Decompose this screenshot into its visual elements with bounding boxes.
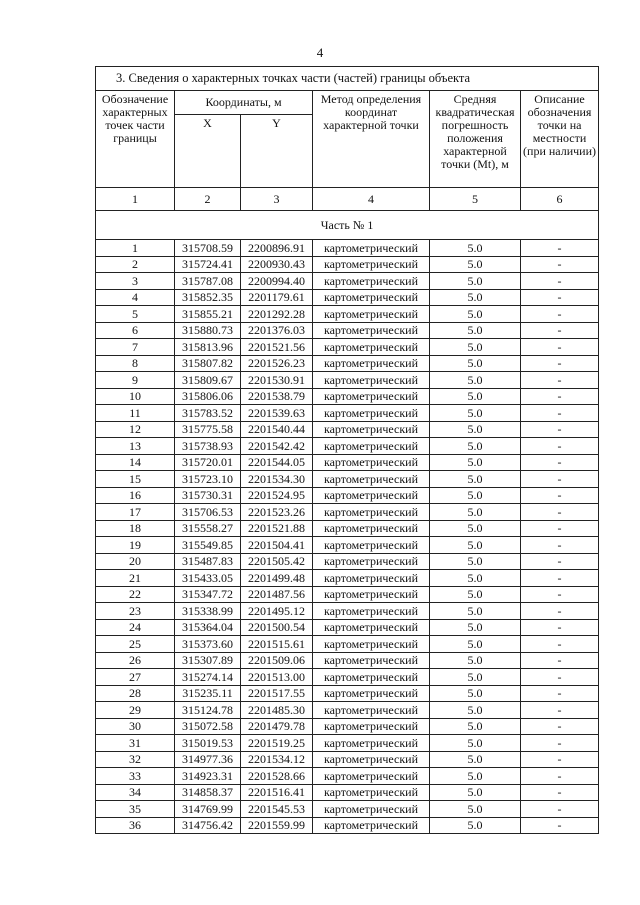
coord-x: 315724.41	[175, 256, 241, 273]
point-number: 33	[96, 768, 175, 785]
description: -	[521, 685, 599, 702]
coord-y: 2201515.61	[241, 636, 313, 653]
description: -	[521, 240, 599, 257]
description: -	[521, 487, 599, 504]
table-row	[96, 669, 599, 686]
description: -	[521, 471, 599, 488]
method: картометрический	[313, 801, 430, 818]
point-number: 15	[96, 471, 175, 488]
error: 5.0	[430, 487, 521, 504]
coord-y: 2201523.26	[241, 504, 313, 521]
table-row	[96, 768, 599, 785]
error: 5.0	[430, 520, 521, 537]
coord-x: 315730.31	[175, 487, 241, 504]
point-number: 22	[96, 586, 175, 603]
error: 5.0	[430, 438, 521, 455]
coord-y: 2201538.79	[241, 388, 313, 405]
coord-y: 2201505.42	[241, 553, 313, 570]
coord-y: 2201504.41	[241, 537, 313, 554]
method: картометрический	[313, 537, 430, 554]
point-number: 29	[96, 702, 175, 719]
description: -	[521, 702, 599, 719]
point-number: 17	[96, 504, 175, 521]
coord-y: 2201516.41	[241, 784, 313, 801]
coord-x: 315338.99	[175, 603, 241, 620]
coord-x: 315783.52	[175, 405, 241, 422]
method: картометрический	[313, 306, 430, 323]
error: 5.0	[430, 652, 521, 669]
method: картометрический	[313, 256, 430, 273]
error: 5.0	[430, 669, 521, 686]
error: 5.0	[430, 306, 521, 323]
error: 5.0	[430, 768, 521, 785]
table-row	[96, 702, 599, 719]
method: картометрический	[313, 702, 430, 719]
description: -	[521, 784, 599, 801]
coord-y: 2201539.63	[241, 405, 313, 422]
description: -	[521, 438, 599, 455]
coord-x: 315723.10	[175, 471, 241, 488]
coord-x: 315720.01	[175, 454, 241, 471]
coord-y: 2200896.91	[241, 240, 313, 257]
table-row	[96, 520, 599, 537]
coord-x: 315855.21	[175, 306, 241, 323]
method: картометрический	[313, 372, 430, 389]
table-row	[96, 355, 599, 372]
method: картометрический	[313, 339, 430, 356]
method: картометрический	[313, 570, 430, 587]
table-row	[96, 685, 599, 702]
description: -	[521, 718, 599, 735]
table-row	[96, 454, 599, 471]
table-row	[96, 471, 599, 488]
point-number: 2	[96, 256, 175, 273]
error: 5.0	[430, 388, 521, 405]
description: -	[521, 735, 599, 752]
method: картометрический	[313, 817, 430, 834]
method: картометрический	[313, 586, 430, 603]
method: картометрический	[313, 438, 430, 455]
coord-x: 315549.85	[175, 537, 241, 554]
table-row	[96, 553, 599, 570]
point-number: 1	[96, 240, 175, 257]
coord-y: 2201485.30	[241, 702, 313, 719]
table-row	[96, 603, 599, 620]
coord-y: 2201545.53	[241, 801, 313, 818]
error: 5.0	[430, 718, 521, 735]
point-number: 14	[96, 454, 175, 471]
method: картометрический	[313, 669, 430, 686]
coord-x: 315787.08	[175, 273, 241, 290]
coord-y: 2201376.03	[241, 322, 313, 339]
description: -	[521, 306, 599, 323]
coord-y: 2201526.23	[241, 355, 313, 372]
description: -	[521, 619, 599, 636]
table-row	[96, 372, 599, 389]
coord-x: 315235.11	[175, 685, 241, 702]
description: -	[521, 256, 599, 273]
description: -	[521, 570, 599, 587]
coord-x: 315124.78	[175, 702, 241, 719]
description: -	[521, 751, 599, 768]
coord-y: 2201521.88	[241, 520, 313, 537]
coord-x: 315307.89	[175, 652, 241, 669]
coord-y: 2201517.55	[241, 685, 313, 702]
coord-x: 315558.27	[175, 520, 241, 537]
error: 5.0	[430, 685, 521, 702]
method: картометрический	[313, 603, 430, 620]
table-row	[96, 273, 599, 290]
coord-y: 2200930.43	[241, 256, 313, 273]
point-number: 23	[96, 603, 175, 620]
coord-x: 315274.14	[175, 669, 241, 686]
method: картометрический	[313, 454, 430, 471]
table-row	[96, 438, 599, 455]
part-label: Часть № 1	[96, 211, 599, 240]
coord-y: 2201540.44	[241, 421, 313, 438]
description: -	[521, 520, 599, 537]
coord-y: 2201500.54	[241, 619, 313, 636]
point-number: 9	[96, 372, 175, 389]
coord-x: 315706.53	[175, 504, 241, 521]
point-number: 20	[96, 553, 175, 570]
point-number: 7	[96, 339, 175, 356]
point-number: 25	[96, 636, 175, 653]
description: -	[521, 817, 599, 834]
coord-y: 2201292.28	[241, 306, 313, 323]
page-number: 4	[316, 45, 324, 60]
method: картометрический	[313, 355, 430, 372]
method: картометрический	[313, 504, 430, 521]
error: 5.0	[430, 553, 521, 570]
coord-x: 314756.42	[175, 817, 241, 834]
coord-y: 2201495.12	[241, 603, 313, 620]
point-number: 8	[96, 355, 175, 372]
point-number: 5	[96, 306, 175, 323]
description: -	[521, 405, 599, 422]
error: 5.0	[430, 784, 521, 801]
point-number: 35	[96, 801, 175, 818]
point-number: 18	[96, 520, 175, 537]
description: -	[521, 355, 599, 372]
coord-y: 2201559.99	[241, 817, 313, 834]
coord-y: 2201519.25	[241, 735, 313, 752]
method: картометрический	[313, 388, 430, 405]
description: -	[521, 504, 599, 521]
header-coordinates: Координаты, м	[175, 91, 313, 115]
table-row	[96, 240, 599, 257]
error: 5.0	[430, 570, 521, 587]
coord-y: 2200994.40	[241, 273, 313, 290]
point-number: 13	[96, 438, 175, 455]
coord-x: 315813.96	[175, 339, 241, 356]
table-row	[96, 306, 599, 323]
coord-y: 2201487.56	[241, 586, 313, 603]
error: 5.0	[430, 751, 521, 768]
error: 5.0	[430, 289, 521, 306]
coord-y: 2201530.91	[241, 372, 313, 389]
point-number: 19	[96, 537, 175, 554]
method: картометрический	[313, 784, 430, 801]
coord-x: 315373.60	[175, 636, 241, 653]
coord-y: 2201499.48	[241, 570, 313, 587]
description: -	[521, 421, 599, 438]
coord-y: 2201509.06	[241, 652, 313, 669]
method: картометрический	[313, 240, 430, 257]
method: картометрический	[313, 718, 430, 735]
table-row	[96, 570, 599, 587]
method: картометрический	[313, 652, 430, 669]
method: картометрический	[313, 751, 430, 768]
error: 5.0	[430, 355, 521, 372]
header-description: Описание обозначения точки на местности (при наличии)	[521, 91, 599, 188]
coord-y: 2201534.12	[241, 751, 313, 768]
coord-x: 315019.53	[175, 735, 241, 752]
coord-x: 315708.59	[175, 240, 241, 257]
table-row	[96, 636, 599, 653]
header-designation: Обозначение характерных точек части границы	[96, 91, 175, 188]
coord-x: 315433.05	[175, 570, 241, 587]
method: картометрический	[313, 421, 430, 438]
column-number: 4	[313, 188, 430, 211]
section-title-row	[96, 67, 599, 91]
point-number: 10	[96, 388, 175, 405]
description: -	[521, 273, 599, 290]
error: 5.0	[430, 454, 521, 471]
description: -	[521, 388, 599, 405]
description: -	[521, 372, 599, 389]
table-row	[96, 405, 599, 422]
method: картометрический	[313, 520, 430, 537]
coord-y: 2201542.42	[241, 438, 313, 455]
table-row	[96, 388, 599, 405]
description: -	[521, 454, 599, 471]
point-number: 3	[96, 273, 175, 290]
table-row	[96, 801, 599, 818]
point-number: 26	[96, 652, 175, 669]
column-number: 6	[521, 188, 599, 211]
error: 5.0	[430, 817, 521, 834]
table-row	[96, 421, 599, 438]
error: 5.0	[430, 702, 521, 719]
point-number: 11	[96, 405, 175, 422]
table-row	[96, 784, 599, 801]
method: картометрический	[313, 735, 430, 752]
coord-x: 315775.58	[175, 421, 241, 438]
table-row	[96, 718, 599, 735]
point-number: 12	[96, 421, 175, 438]
table-row	[96, 652, 599, 669]
method: картометрический	[313, 405, 430, 422]
description: -	[521, 768, 599, 785]
description: -	[521, 801, 599, 818]
coord-y: 2201534.30	[241, 471, 313, 488]
table-row	[96, 322, 599, 339]
method: картометрический	[313, 685, 430, 702]
method: картометрический	[313, 322, 430, 339]
column-number: 3	[241, 188, 313, 211]
part-row	[96, 211, 599, 240]
point-number: 6	[96, 322, 175, 339]
description: -	[521, 652, 599, 669]
point-number: 24	[96, 619, 175, 636]
coord-x: 315738.93	[175, 438, 241, 455]
coord-x: 315807.82	[175, 355, 241, 372]
coord-y: 2201513.00	[241, 669, 313, 686]
point-number: 31	[96, 735, 175, 752]
error: 5.0	[430, 735, 521, 752]
method: картометрический	[313, 273, 430, 290]
error: 5.0	[430, 322, 521, 339]
coord-y: 2201179.61	[241, 289, 313, 306]
error: 5.0	[430, 372, 521, 389]
coord-x: 314858.37	[175, 784, 241, 801]
coord-x: 315852.35	[175, 289, 241, 306]
column-number: 1	[96, 188, 175, 211]
table-row	[96, 537, 599, 554]
point-number: 21	[96, 570, 175, 587]
description: -	[521, 603, 599, 620]
coord-y: 2201524.95	[241, 487, 313, 504]
table-row	[96, 817, 599, 834]
description: -	[521, 636, 599, 653]
error: 5.0	[430, 421, 521, 438]
table-row	[96, 256, 599, 273]
coord-x: 315347.72	[175, 586, 241, 603]
coord-x: 315364.04	[175, 619, 241, 636]
error: 5.0	[430, 603, 521, 620]
method: картометрический	[313, 471, 430, 488]
table-row	[96, 339, 599, 356]
method: картометрический	[313, 768, 430, 785]
table-row	[96, 586, 599, 603]
error: 5.0	[430, 586, 521, 603]
description: -	[521, 289, 599, 306]
point-number: 27	[96, 669, 175, 686]
coord-y: 2201544.05	[241, 454, 313, 471]
point-number: 16	[96, 487, 175, 504]
point-number: 36	[96, 817, 175, 834]
table-row	[96, 751, 599, 768]
error: 5.0	[430, 405, 521, 422]
description: -	[521, 586, 599, 603]
method: картометрический	[313, 553, 430, 570]
coord-x: 314923.31	[175, 768, 241, 785]
method: картометрический	[313, 636, 430, 653]
point-number: 32	[96, 751, 175, 768]
point-number: 28	[96, 685, 175, 702]
error: 5.0	[430, 537, 521, 554]
header-method: Метод определения координат характерной точки	[313, 91, 430, 188]
boundary-points-table	[95, 66, 599, 834]
error: 5.0	[430, 636, 521, 653]
description: -	[521, 322, 599, 339]
coord-y: 2201521.56	[241, 339, 313, 356]
coord-y: 2201528.66	[241, 768, 313, 785]
method: картометрический	[313, 487, 430, 504]
coord-x: 315806.06	[175, 388, 241, 405]
coord-x: 315072.58	[175, 718, 241, 735]
table-row	[96, 735, 599, 752]
description: -	[521, 537, 599, 554]
coord-y: 2201479.78	[241, 718, 313, 735]
table-row	[96, 504, 599, 521]
column-numbers-row	[96, 188, 599, 211]
error: 5.0	[430, 619, 521, 636]
point-number: 34	[96, 784, 175, 801]
section-title: 3. Сведения о характерных точках части (частей) границы объекта	[96, 67, 599, 91]
error: 5.0	[430, 471, 521, 488]
error: 5.0	[430, 256, 521, 273]
coord-x: 315809.67	[175, 372, 241, 389]
error: 5.0	[430, 801, 521, 818]
point-number: 4	[96, 289, 175, 306]
point-number: 30	[96, 718, 175, 735]
header-y: Y	[241, 115, 313, 188]
column-number: 5	[430, 188, 521, 211]
header-row	[96, 91, 599, 115]
error: 5.0	[430, 504, 521, 521]
method: картометрический	[313, 619, 430, 636]
description: -	[521, 669, 599, 686]
error: 5.0	[430, 240, 521, 257]
error: 5.0	[430, 339, 521, 356]
coord-x: 315487.83	[175, 553, 241, 570]
coord-x: 314977.36	[175, 751, 241, 768]
description: -	[521, 339, 599, 356]
description: -	[521, 553, 599, 570]
method: картометрический	[313, 289, 430, 306]
table-row	[96, 289, 599, 306]
error: 5.0	[430, 273, 521, 290]
coord-x: 314769.99	[175, 801, 241, 818]
column-number: 2	[175, 188, 241, 211]
header-x: X	[175, 115, 241, 188]
header-error: Средняя квадратическая погрешность положения характерной точки (Mt), м	[430, 91, 521, 188]
coord-x: 315880.73	[175, 322, 241, 339]
table-row	[96, 619, 599, 636]
table-row	[96, 487, 599, 504]
